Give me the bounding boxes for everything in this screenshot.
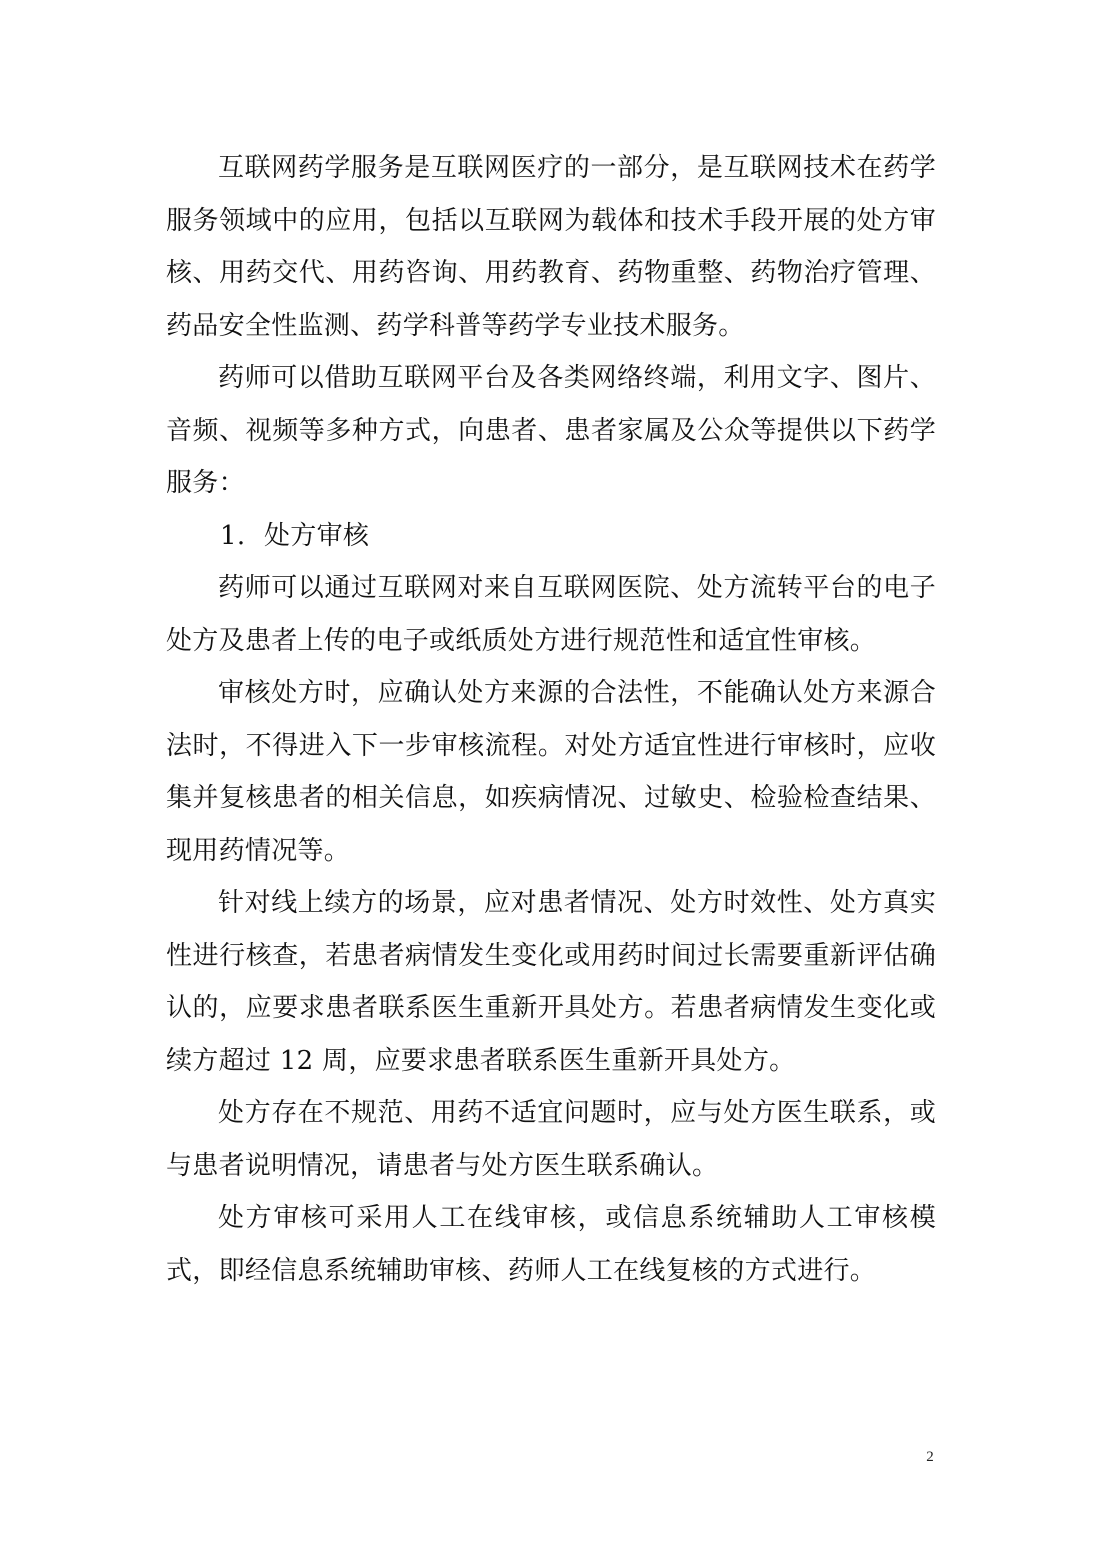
paragraph-review-mode: 处方审核可采用人工在线审核，或信息系统辅助人工审核模式，即经信息系统辅助审核、药师人工在线复核的方式进行。 — [166, 1203, 936, 1286]
paragraph-internet-pharmacy-definition: 互联网药学服务是互联网医疗的一部分，是互联网技术在药学服务领域中的应用，包括以互联网为载体和技术手段开展的处方审核、用药交代、用药咨询、用药教育、药物重整、药物治疗管理、药品安全性监测、药学科普等药学专业技术服务。 — [166, 153, 936, 341]
document-body — [166, 142, 936, 1297]
paragraph-prescription-review-scope: 药师可以通过互联网对来自互联网医院、处方流转平台的电子处方及患者上传的电子或纸质处方进行规范性和适宜性审核。 — [166, 573, 936, 656]
section-title: 处方审核 — [264, 520, 370, 551]
paragraph-irregular-prescription: 处方存在不规范、用药不适宜问题时，应与处方医生联系，或与患者说明情况，请患者与处方医生联系确认。 — [166, 1098, 936, 1181]
paragraph-pharmacist-services: 药师可以借助互联网平台及各类网络终端，利用文字、图片、音频、视频等多种方式，向患者、患者家属及公众等提供以下药学服务： — [166, 363, 936, 498]
paragraph-prescription-legality: 审核处方时，应确认处方来源的合法性，不能确认处方来源合法时，不得进入下一步审核流程。对处方适宜性进行审核时，应收集并复核患者的相关信息，如疾病情况、过敏史、检验检查结果、现用药情况等。 — [166, 678, 936, 866]
page-number: 2 — [926, 1449, 934, 1465]
section-heading — [166, 510, 936, 563]
section-number: 1. — [220, 520, 246, 551]
paragraph-online-renewal: 针对线上续方的场景，应对患者情况、处方时效性、处方真实性进行核查，若患者病情发生变化或用药时间过长需要重新评估确认的，应要求患者联系医生重新开具处方。若患者病情发生变化或续方超过 12 周，应要求患者联系医生重新开具处方。 — [166, 888, 936, 1076]
